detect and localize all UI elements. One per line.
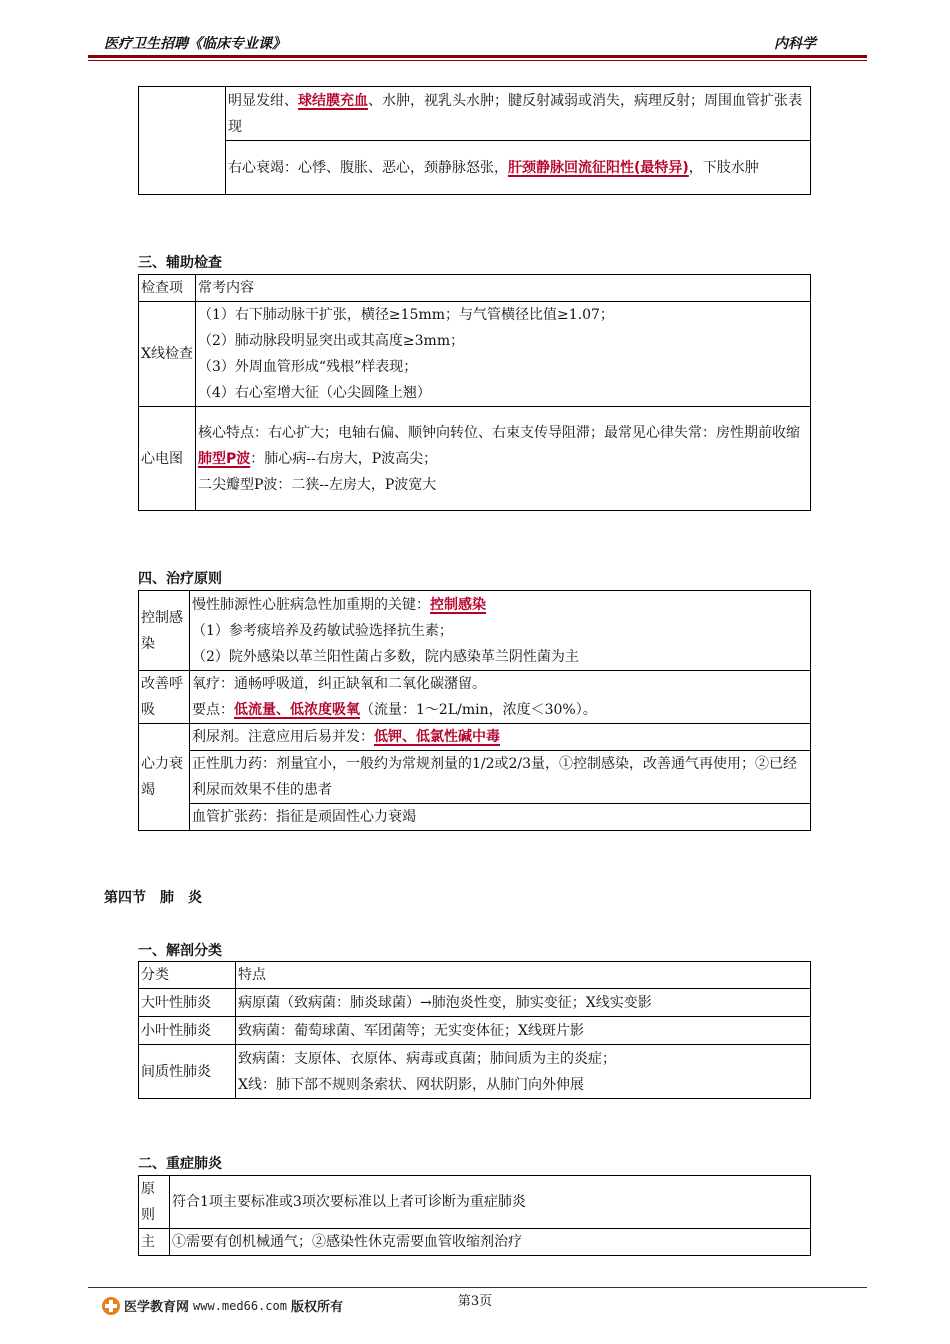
symptom-row-2: 右心衰竭：心悸、腹胀、恶心，颈静脉怒张，肝颈静脉回流征阳性(最特异)，下肢水肿 <box>226 141 811 195</box>
footer-rule <box>88 1287 867 1288</box>
section-title-severe: 二、重症肺炎 <box>138 1156 222 1172</box>
vasodilator-row: 血管扩张药：指征是顽固性心力衰竭 <box>190 804 811 831</box>
highlight-text: 低流量、低浓度吸氧 <box>234 702 360 718</box>
highlight-text: 肺型P波 <box>198 450 251 467</box>
table-header-cell: 特点 <box>236 962 811 989</box>
table-row-label: 小叶性肺炎 <box>139 1017 236 1045</box>
symptom-table-label-cell <box>139 87 226 195</box>
table-row-text: 致病菌：支原体、衣原体、病毒或真菌；肺间质为主的炎症； X线：肺下部不规则条索状、网状阴影，从肺门向外伸展 <box>236 1045 811 1099</box>
anatomy-table <box>138 961 811 1099</box>
symptom-row-1: 明显发绀、球结膜充血、水肿，视乳头水肿；腱反射减弱或消失，病理反射；周围血管扩张表现 <box>226 87 811 141</box>
table-row-text: 符合1项主要标准或3项次要标准以上者可诊断为重症肺炎 <box>170 1176 811 1229</box>
inotrope-row: 正性肌力药：剂量宜小，一般约为常规剂量的1/2或2/3量，①控制感染，改善通气再使用；②已经利尿而效果不佳的患者 <box>190 751 811 804</box>
medical-cross-logo-icon <box>102 1297 120 1315</box>
header-title: 医疗卫生招聘《临床专业课》 <box>104 36 286 52</box>
highlight-text: 低钾、低氯性碱中毒 <box>374 729 500 745</box>
table-row-label: 原则 <box>139 1176 170 1229</box>
symptom-table <box>138 86 811 195</box>
table-row-text: ①需要有创机械通气；②感染性休克需要血管收缩剂治疗 <box>170 1229 811 1256</box>
header-rule <box>88 55 867 58</box>
table-row-text: 致病菌：葡萄球菌、军团菌等；无实变体征；X线斑片影 <box>236 1017 811 1045</box>
table-header-cell: 常考内容 <box>196 275 811 302</box>
table-header-cell: 分类 <box>139 962 236 989</box>
table-row-text: 病原菌（致病菌：肺炎球菌）→肺泡炎性变，肺实变征；X线实变影 <box>236 989 811 1017</box>
page-number: 第3页 <box>457 1294 493 1309</box>
table-row-label: 主 <box>139 1229 170 1256</box>
footer-brand <box>102 1296 343 1315</box>
infection-label: 控制感染 <box>139 591 190 671</box>
table-row-label: 间质性肺炎 <box>139 1045 236 1099</box>
xray-content: （1）右下肺动脉干扩张，横径≥15mm；与气管横径比值≥1.07； （2）肺动脉段明显突出或其高度≥3mm； （3）外周血管形成“残根”样表现； （4）右心室增大征（心尖圆隆上翘） <box>196 302 811 407</box>
breathing-content: 氧疗：通畅呼吸道，纠正缺氧和二氧化碳潴留。 要点：低流量、低浓度吸氧（流量：1～2L/min，浓度＜30%）。 <box>190 671 811 724</box>
section-title-anatomy: 一、解剖分类 <box>138 943 222 959</box>
ecg-content: 核心特点：右心扩大；电轴右偏、顺钟向转位、右束支传导阻滞；最常见心律失常：房性期前收缩 肺型P波：肺心病--右房大，P波高尖； 二尖瓣型P波：二狭--左房大，P波宽大 <box>196 407 811 511</box>
highlight-text: 球结膜充血 <box>298 92 368 109</box>
highlight-text: 控制感染 <box>430 596 486 613</box>
copyright-text: 版权所有 <box>290 1300 343 1315</box>
highlight-text: 肝颈静脉回流征阳性(最特异) <box>508 159 689 176</box>
header-rule-thin <box>88 60 867 61</box>
diuretic-row: 利尿剂。注意应用后易并发：低钾、低氯性碱中毒 <box>190 724 811 751</box>
aux-exam-table <box>138 274 811 511</box>
table-row-label: 大叶性肺炎 <box>139 989 236 1017</box>
infection-content: 慢性肺源性心脏病急性加重期的关键：控制感染 （1）参考痰培养及药敏试验选择抗生素； （2）院外感染以革兰阳性菌占多数，院内感染革兰阴性菌为主 <box>190 591 811 671</box>
section-title-aux-exam: 三、辅助检查 <box>138 255 222 271</box>
heart-failure-label: 心力衰竭 <box>139 724 190 831</box>
treatment-table <box>138 590 811 831</box>
header-subject: 内科学 <box>774 36 816 52</box>
severe-table <box>138 1175 811 1256</box>
xray-label: X线检查 <box>139 302 196 407</box>
chapter-title: 第四节 肺 炎 <box>104 890 202 906</box>
ecg-label: 心电图 <box>139 407 196 511</box>
breathing-label: 改善呼吸 <box>139 671 190 724</box>
brand-name: 医学教育网 <box>124 1300 190 1315</box>
section-title-treatment: 四、治疗原则 <box>138 571 222 587</box>
brand-url[interactable]: www.med66.com <box>193 1298 287 1313</box>
table-header-cell: 检查项 <box>139 275 196 302</box>
